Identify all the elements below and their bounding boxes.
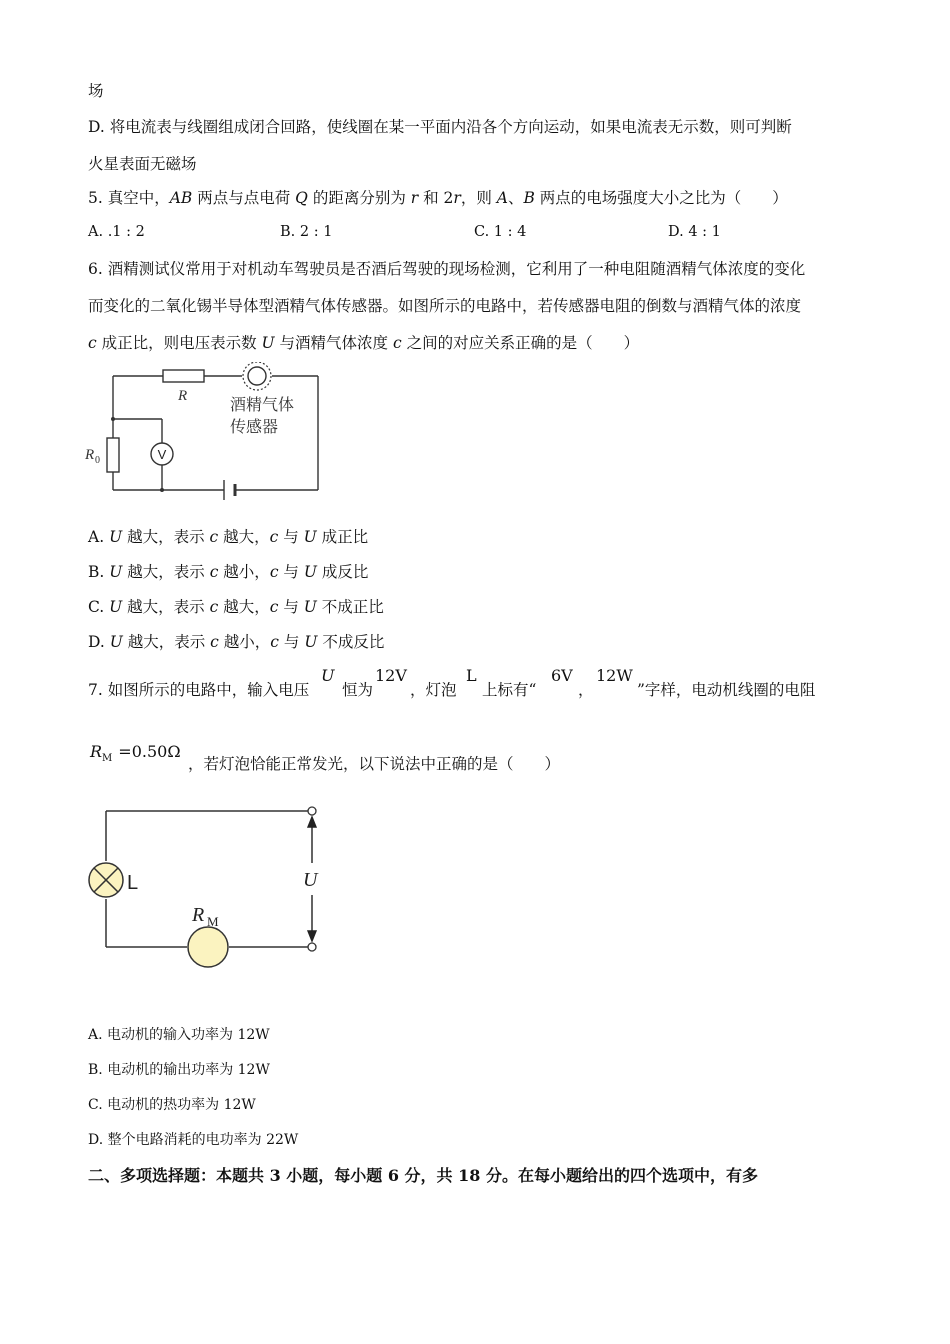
q6-option-c: C. U 越大，表示 c 越大，c 与 U 不成正比 [88,598,384,616]
q5-option-a: A. .1 : 2 [88,224,145,240]
label-r0: R [85,447,95,463]
q7-option-b: B. 电动机的输出功率为 12W [88,1062,270,1078]
q6-option-b: B. U 越大，表示 c 越小，c 与 U 成反比 [88,563,369,581]
q7-math-12v: 12V [375,666,407,685]
q5-option-b: B. 2 : 1 [280,224,333,240]
label-l: L [127,872,139,894]
alcohol-sensor-icon [243,362,271,390]
continuation-text: 场 [88,82,104,100]
q7-option-d: D. 整个电路消耗的电功率为 22W [88,1132,299,1148]
q7-stem-part3: ，灯泡 [410,681,457,699]
q4-option-d-line1: D. 将电流表与线圈组成闭合回路，使线圈在某一平面内沿各个方向运动，如果电流表无示数，则可判断 [88,118,792,136]
terminal-bottom [308,943,316,951]
label-r: R [178,388,188,404]
q7-math-l: L [466,666,477,685]
sensor-label-line2: 传感器 [230,417,279,436]
label-rm-sub: M [207,914,219,929]
q7-stem-part2: 恒为 [342,681,374,699]
q5-option-d: D. 4 : 1 [668,224,721,240]
q6-option-a: A. U 越大，表示 c 越大，c 与 U 成正比 [88,528,369,546]
lamp-icon [89,863,123,897]
q7-stem-part5: ， [578,681,594,699]
q6-stem-line2: 而变化的二氧化锡半导体型酒精气体传感器。如图所示的电路中，若传感器电阻的倒数与酒精气体的浓度 [88,297,802,315]
q6-option-d: D. U 越大，表示 c 越小，c 与 U 不成反比 [88,633,385,651]
label-r0-sub: 0 [95,455,100,466]
voltmeter-label: V [157,447,167,462]
label-u: U [303,869,318,891]
q7-stem-part7: ，若灯泡恰能正常发光，以下说法中正确的是（ ） [188,755,561,773]
q7-math-12w: 12W [596,666,633,685]
q7-stem-part1: 7. 如图所示的电路中，输入电压 [88,681,310,699]
terminal-top [308,807,316,815]
q7-stem-part6: ”字样，电动机线圈的电阻 [637,681,816,699]
section-2-heading: 二、多项选择题：本题共 3 小题，每小题 6 分，共 18 分。在每小题给出的四个选项中，有多 [88,1166,758,1185]
q7-option-c: C. 电动机的热功率为 12W [88,1097,256,1113]
resistor-r0 [107,438,119,472]
q7-math-6v: 6V [551,666,573,685]
resistor-r [163,370,204,382]
q4-option-d-line2: 火星表面无磁场 [88,155,197,173]
battery-icon [224,480,235,500]
q7-stem-part4: 上标有“ [482,681,537,699]
q7-option-a: A. 电动机的输入功率为 12W [88,1027,270,1043]
q7-circuit-diagram [84,800,334,975]
q7-math-rm: $R_M =0.50\Omega$ [90,742,181,765]
motor-icon [188,927,228,967]
q7-math-u: U [321,666,335,685]
sensor-label-line1: 酒精气体 [230,395,295,414]
q6-stem-line3: c 成正比，则电压表示数 U 与酒精气体浓度 c 之间的对应关系正确的是（ ） [88,334,640,352]
q6-circuit-diagram [80,362,330,502]
q5-stem: 5. 真空中，AB 两点与点电荷 Q 的距离分别为 r 和 2r，则 A、B 两点的电场强度大小之比为（ ） [88,189,788,207]
q5-option-c: C. 1 : 4 [474,224,527,240]
q6-stem-line1: 6. 酒精测试仪常用于对机动车驾驶员是否酒后驾驶的现场检测，它利用了一种电阻随酒精气体浓度的变化 [88,260,806,278]
label-rm: R [192,904,205,926]
